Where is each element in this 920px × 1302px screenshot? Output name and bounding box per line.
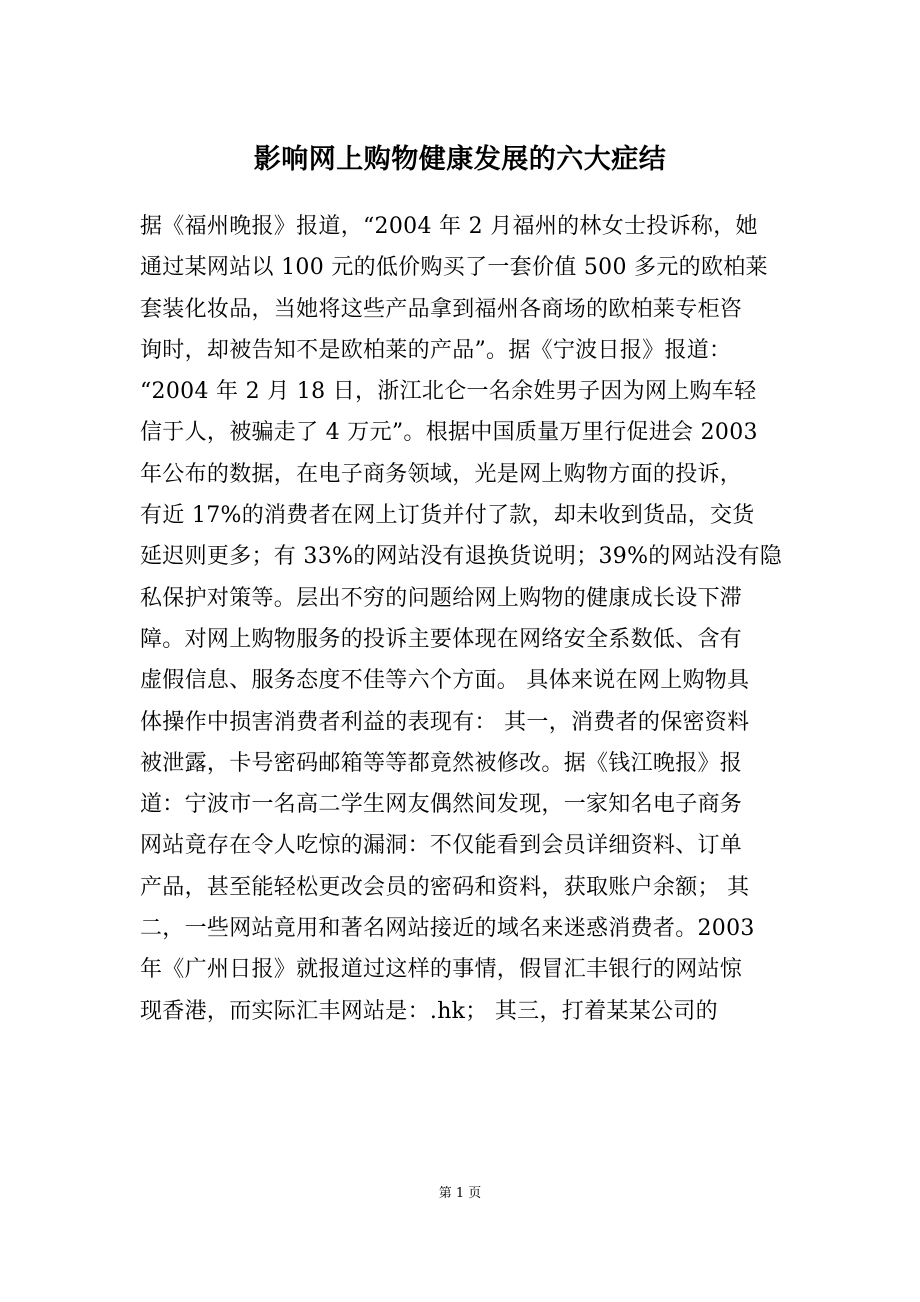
text-line: 障。对网上购物服务的投诉主要体现在网络安全系数低、含有 bbox=[140, 626, 743, 652]
text-line: 据《福州晚报》报道，“2004 年 2 月福州的林女士投诉称，她 bbox=[140, 214, 758, 239]
text-line: 产品，甚至能轻松更改会员的密码和资料，获取账户余额； 其 bbox=[140, 874, 750, 900]
text-line: 私保护对策等。层出不穷的问题给网上购物的健康成长设下滞 bbox=[140, 585, 743, 611]
text-line: 有近 17%的消费者在网上订货并付了款，却未收到货品，交货 bbox=[140, 503, 755, 529]
text-line: 道：宁波市一名高二学生网友偶然间发现，一家知名电子商务 bbox=[140, 792, 743, 818]
text-line: 二，一些网站竟用和著名网站接近的域名来迷惑消费者。2003 bbox=[140, 916, 755, 942]
text-line: 网站竟存在令人吃惊的漏洞：不仅能看到会员详细资料、订单 bbox=[140, 833, 743, 859]
text-line: 询时，却被告知不是欧柏莱的产品”。据《宁波日报》报道： bbox=[140, 337, 732, 363]
text-line: 套装化妆品，当她将这些产品拿到福州各商场的欧柏莱专柜咨 bbox=[140, 296, 743, 322]
text-line: 被泄露，卡号密码邮箱等等都竟然被修改。据《钱江晚报》报 bbox=[140, 750, 743, 776]
text-line: 通过某网站以 100 元的低价购买了一套价值 500 多元的欧柏莱 bbox=[140, 255, 768, 281]
body-paragraph bbox=[140, 206, 785, 1032]
page-number: 第 1 页 bbox=[438, 1186, 482, 1201]
text-line: 体操作中损害消费者利益的表现有： 其一，消费者的保密资料 bbox=[140, 709, 750, 735]
text-line: 现香港，而实际汇丰网站是：.hk； 其三，打着某某公司的 bbox=[140, 998, 718, 1024]
text-line: 年《广州日报》就报道过这样的事情，假冒汇丰银行的网站惊 bbox=[140, 957, 743, 983]
text-line: 信于人，被骗走了 4 万元”。根据中国质量万里行促进会 2003 bbox=[140, 420, 758, 446]
text-line: 年公布的数据，在电子商务领域，光是网上购物方面的投诉， bbox=[140, 461, 743, 487]
text-line: 虚假信息、服务态度不佳等六个方面。 具体来说在网上购物具 bbox=[140, 668, 750, 694]
text-line: 延迟则更多；有 33%的网站没有退换货说明；39%的网站没有隐 bbox=[140, 544, 783, 570]
document-title: 影响网上购物健康发展的六大症结 bbox=[253, 144, 667, 175]
text-line: “2004 年 2 月 18 日，浙江北仑一名余姓男子因为网上购车轻 bbox=[140, 379, 757, 405]
